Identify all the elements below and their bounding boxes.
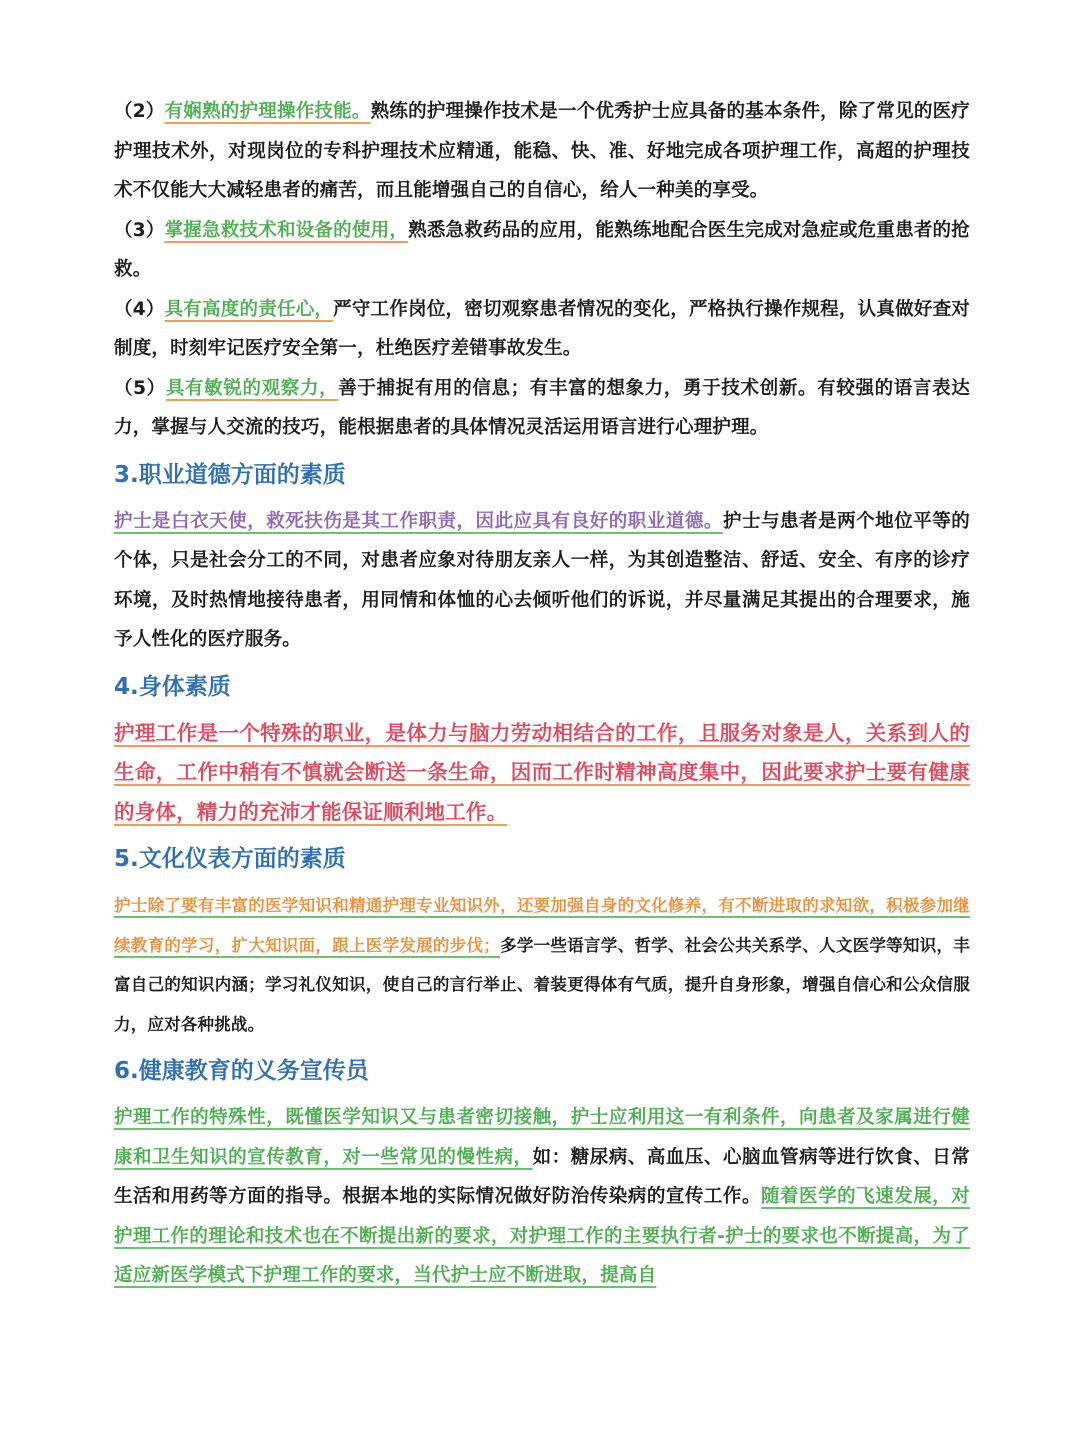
highlight-text: 具有敏锐的观察力， (165, 377, 339, 399)
paragraph-item-4 (114, 290, 970, 369)
body-text: 如：糖尿病、高血压、心脑血管病等进行饮食、日常生活和用药等方面的指导。根据本地的实际情况做好防治传染病的宣传工作。 (114, 1146, 971, 1207)
section-heading-3: 3.职业道德方面的素质 (114, 461, 346, 488)
paragraph-section-5 (114, 886, 970, 1044)
highlight-text: 掌握急救技术和设备的使用， (164, 219, 409, 241)
body-text: 善于捕捉有用的信息；有丰富的想象力，勇于技术创新。有较强的语言表达力，掌握与人交流的技巧，能根据患者的具体情况灵活运用语言进行心理护理。 (114, 377, 970, 438)
document-page (114, 92, 970, 1296)
section-heading-4: 4.身体素质 (114, 673, 231, 700)
paragraph-item-5 (114, 369, 970, 448)
item-number: （4） (114, 298, 165, 320)
section-heading-6: 6.健康教育的义务宣传员 (114, 1058, 369, 1084)
highlight-text: 护理工作的特殊性，既懂医学知识又与患者密切接触，护士应利用这一有利条件，向患者及家属进行健康和卫生知识的宣传教育，对一些常见的慢性病， (114, 1107, 970, 1168)
item-number: （2） (114, 101, 165, 122)
body-text: 护士与患者是两个地位平等的个体，只是社会分工的不同，对患者应象对待朋友亲人一样，为其创造整洁、舒适、安全、有序的诊疗环境，及时热情地接待患者，用同情和体恤的心去倾听他们的诉说，并尽量满足其提出的合理要求，施予人性化的医疗服务。 (114, 510, 970, 650)
item-number: （5） (114, 377, 166, 399)
body-text: 多学一些语言学、哲学、社会公共关系学、人文医学等知识，丰富自己的知识内涵；学习礼仪知识，使自己的言行举止、着装更得体有气质，提升自身形象，增强自信心和公众信服力，应对各种挑战。 (114, 935, 970, 1034)
highlight-text: 有娴熟的护理操作技能。 (164, 101, 371, 122)
paragraph-section-4 (114, 714, 970, 833)
body-text: 熟练的护理操作技术是一个优秀护士应具备的基本条件，除了常见的医疗护理技术外，对现岗位的专科护理技术应精通，能稳、快、准、好地完成各项护理工作，高超的护理技术不仅能大大减轻患者的痛苦，而且能增强自己的自信心，给人一种美的享受。 (114, 101, 970, 201)
section-heading-5: 5.文化仪表方面的素质 (114, 846, 346, 872)
body-text: 熟悉急救药品的应用，能熟练地配合医生完成对急症或危重患者的抢救。 (114, 219, 970, 280)
body-text: 严守工作岗位，密切观察患者情况的变化，严格执行操作规程，认真做好查对制度，时刻牢记医疗安全第一，杜绝医疗差错事故发生。 (114, 298, 970, 359)
highlight-text-2: 随着医学的飞速发展，对护理工作的理论和技术也在不断提出新的要求，对护理工作的主要执行者-护士的要求也不断提高，为了适应新医学模式下护理工作的要求，当代护士应不断进取，提高自 (114, 1186, 970, 1286)
highlight-text: 具有高度的责任心， (164, 298, 334, 320)
paragraph-section-6 (114, 1098, 970, 1296)
paragraph-item-2 (114, 92, 970, 211)
paragraph-item-3 (114, 211, 970, 290)
paragraph-section-3 (114, 502, 970, 660)
highlight-text: 护士是白衣天使，救死扶伤是其工作职责，因此应具有良好的职业道德。 (114, 510, 723, 532)
highlight-text: 护士除了要有丰富的医学知识和精通护理专业知识外，还要加强自身的文化修养，有不断进取的求知欲，积极参加继续教育的学习，扩大知识面，跟上医学发展的步伐； (114, 896, 970, 955)
item-number: （3） (114, 219, 165, 241)
highlight-text: 护理工作是一个特殊的职业，是体力与脑力劳动相结合的工作，且服务对象是人，关系到人的生命，工作中稍有不慎就会断送一条生命，因而工作时精神高度集中，因此要求护士要有健康的身体，精力的充沛才能保证顺利地工作。 (114, 720, 970, 824)
